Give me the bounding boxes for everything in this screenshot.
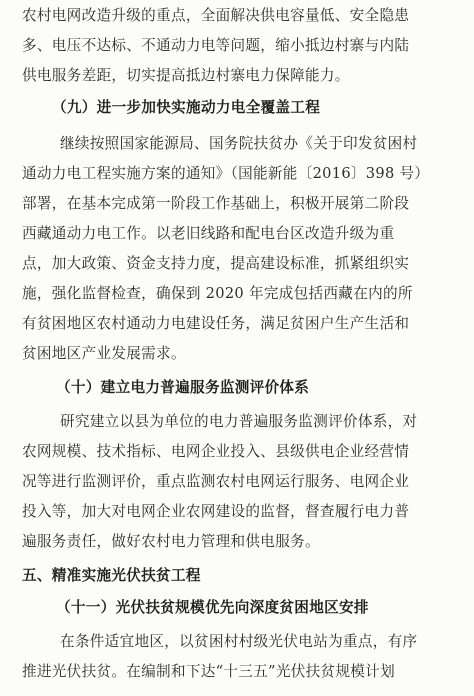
body-text-line: 遍服务责任，做好农村电力管理和供电服务。 — [22, 533, 320, 550]
body-text-line: 农村电网改造升级的重点，全面解决供电容量低、安全隐患 — [22, 7, 410, 24]
body-text-line: 点，加大政策、资金支持力度，提高建设标准，抓紧组织实 — [22, 255, 410, 272]
body-text-line: 施，强化监督检查，确保到 2020 年完成包括西藏在内的所 — [22, 285, 413, 302]
body-text-line: 贫困地区产业发展需求。 — [22, 345, 186, 362]
body-text-line: 况等进行监测评价，重点监测农村电网运行服务、电网企业 — [22, 473, 410, 490]
section-heading: （十）建立电力普遍服务监测评价体系 — [56, 379, 310, 396]
body-text-line: 有贫困地区农村通动力电建设任务，满足贫困户生产生活和 — [22, 315, 410, 332]
body-text-line: 通动力电工程实施方案的通知》（国能新能〔2016〕398 号） — [22, 165, 430, 182]
body-text-line: 部署，在基本完成第一阶段工作基础上，积极开展第二阶段 — [22, 195, 410, 212]
body-text-line: 农网规模、技术指标、电网企业投入、县级供电企业经营情 — [22, 443, 410, 460]
body-text-line: 多、电压不达标、不通动力电等问题，缩小抵边村寨与内陆 — [22, 37, 410, 54]
body-text-line: 研究建立以县为单位的电力普遍服务监测评价体系，对 — [60, 413, 418, 430]
body-text-line: 推进光伏扶贫。在编制和下达“十三五”光伏扶贫规模计划 — [22, 663, 395, 680]
section-heading: （九）进一步加快实施动力电全覆盖工程 — [52, 99, 321, 116]
body-text-line: 供电服务差距，切实提高抵边村寨电力保障能力。 — [22, 67, 350, 84]
section-heading: （十一）光伏扶贫规模优先向深度贫困地区安排 — [56, 599, 369, 616]
body-text-line: 继续按照国家能源局、国务院扶贫办《关于印发贫困村 — [60, 135, 418, 152]
body-text-line: 西藏通动力电工作。以老旧线路和配电台区改造升级为重 — [22, 225, 395, 242]
chapter-heading: 五、精准实施光伏扶贫工程 — [22, 567, 201, 584]
body-text-line: 投入等，加大对电网企业农网建设的监督，督查履行电力普 — [22, 503, 410, 520]
body-text-line: 在条件适宜地区，以贫困村村级光伏电站为重点，有序 — [60, 633, 418, 650]
